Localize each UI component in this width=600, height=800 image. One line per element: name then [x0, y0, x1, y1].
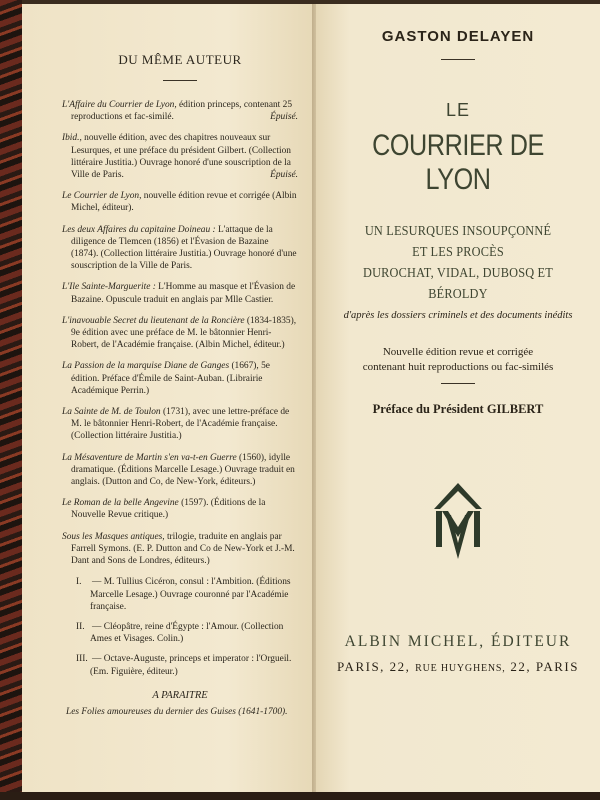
book-title: COURRIER DE LYON — [372, 129, 544, 196]
volume-number: III. — [76, 654, 88, 665]
bibliography-entry — [62, 224, 298, 273]
volume-number: II. — [76, 621, 85, 632]
volume-number: I. — [76, 577, 82, 588]
entry-details: (1834-1835), 9e édition avec une préface de M. le bâtonnier Henri-Robert, de l'Académie française. (Albin Michel, éditeur.) — [71, 315, 297, 351]
edition-line: contenant huit reproductions ou fac-similés — [362, 361, 554, 373]
entry-details: L'Homme au masque et l'Évasion de Bazaine. Opuscule traduit en anglais par Mlle Castier. — [71, 282, 296, 305]
author-name: GASTON DELAYEN — [381, 28, 535, 45]
bibliography-entry — [62, 99, 298, 123]
book-binding-edge — [0, 0, 22, 800]
bibliography-entry — [62, 406, 298, 443]
entry-details: (1731), avec une lettre-préface de M. le bâtonnier Henri-Robert, de l'Académie française. (Collection littéraire Justitia.) — [71, 407, 290, 442]
also-by-author-heading: DU MÊME AUTEUR — [118, 52, 242, 67]
trilogy-volume — [62, 621, 298, 645]
subtitle-line: UN LESURQUES INSOUPÇONNÉ — [364, 224, 552, 239]
address-street: RUE HUYGHENS, — [415, 663, 506, 674]
entry-title: La Mésaventure de Martin s'en va-t-en Guerre — [62, 452, 237, 463]
entry-details: L'attaque de la diligence de Tlemcen (1856) et l'Évasion de Bazaine (1874). (Collection littéraire Justitia.) Ouvrage honoré d'une souscription de la Ville de Paris. — [71, 224, 297, 272]
bibliography-list — [62, 99, 298, 678]
volume-text: — Octave-Auguste, princeps et imperator : l'Orgueil. (Em. Figuière, éditeur.) — [90, 654, 292, 677]
edition-line: Nouvelle édition revue et corrigée — [382, 346, 534, 358]
address-end: 22, PARIS — [510, 659, 579, 674]
address-city: PARIS, 22, — [337, 659, 411, 674]
entry-title: Le Roman de la belle Angevine — [62, 498, 179, 509]
bibliography-entry — [62, 132, 298, 181]
entry-title: L'inavouable Secret du lieutenant de la Roncière — [62, 315, 245, 326]
entry-title: L'Ile Sainte-Marguerite : — [62, 282, 156, 293]
source-note: d'après les dossiers criminels et des documents inédits — [343, 310, 573, 321]
publisher-address — [316, 659, 600, 675]
right-page — [316, 4, 600, 792]
volume-text: — M. Tullius Cicéron, consul : l'Ambition. (Éditions Marcelle Lesage.) Ouvrage couronné par l'Académie française. — [90, 577, 291, 612]
entry-title: La Passion de la marquise Diane de Ganges — [62, 361, 230, 372]
bibliography-entry — [62, 360, 298, 397]
subtitle-line: ET LES PROCÈS — [412, 245, 504, 260]
bibliography-entry — [62, 190, 298, 214]
forthcoming-entry: Les Folies amoureuses du dernier des Guises (1641-1700). — [66, 706, 288, 717]
entry-title: Ibid., — [62, 133, 82, 144]
bibliography-entry — [62, 497, 298, 521]
entry-title: Les deux Affaires du capitaine Doineau : — [62, 224, 216, 235]
edition-divider — [441, 383, 475, 384]
bibliography-entry — [62, 315, 298, 352]
book-subtitle — [333, 221, 583, 305]
bibliography-entry — [62, 531, 298, 568]
preface-credit: Préface du Président GILBERT — [372, 402, 544, 416]
entry-title: Le Courrier de Lyon, — [62, 191, 142, 202]
albin-michel-am-monogram-icon — [432, 481, 484, 561]
volume-text: — Cléopâtre, reine d'Égypte : l'Amour. (Collection Ames et Visages. Colin.) — [90, 621, 284, 645]
left-page — [22, 4, 316, 792]
publisher-name: ALBIN MICHEL, ÉDITEUR — [344, 633, 572, 650]
trilogy-volume — [62, 653, 298, 677]
entry-details: (1667), 5e édition. Préface d'Émile de Saint-Auban. (Librairie Académique Perrin.) — [71, 361, 270, 396]
bibliography-entry — [62, 281, 298, 305]
entry-details: trilogie, traduite en anglais par Farrell Symons. (E. P. Dutton and Co de New-York et J.-M. Dant and Sons de Londres, éditeurs.) — [71, 531, 295, 567]
entry-title: Sous les Masques antiques, — [62, 531, 165, 542]
entry-status: Épuisé. — [270, 170, 298, 181]
entry-details: édition princeps, contenant 25 reproductions et fac-similé. — [71, 100, 293, 123]
forthcoming-heading: A PARAITRE — [152, 689, 208, 701]
entry-details: nouvelle édition, avec des chapitres nouveaux sur Lesurques, et une préface du président Gilbert. (Collection littéraire Justitia.) Ouvrage honoré d'une souscription de la Ville de Paris. — [71, 133, 291, 181]
trilogy-volume — [62, 576, 298, 613]
entry-status: Épuisé. — [270, 112, 298, 123]
bottom-edge — [0, 792, 600, 800]
entry-details: nouvelle édition revue et corrigée (Albin Michel, éditeur). — [71, 191, 297, 214]
entry-title: La Sainte de M. de Toulon — [62, 407, 161, 418]
entry-details: (1597). (Éditions de la Nouvelle Revue critique.) — [71, 498, 266, 521]
entry-title: L'Affaire du Courrier de Lyon, — [62, 100, 177, 110]
author-divider — [441, 59, 475, 60]
subtitle-line: DUROCHAT, VIDAL, DUBOSQ ET BÉROLDY — [363, 266, 553, 302]
heading-divider — [163, 80, 197, 81]
entry-details: (1560), idylle dramatique. (Éditions Marcelle Lesage.) Ouvrage traduit en anglais. (Dutton and Co, de New-York, éditeurs.) — [71, 452, 295, 488]
title-article: LE — [445, 100, 471, 120]
bibliography-entry — [62, 452, 298, 489]
edition-note — [316, 345, 600, 375]
